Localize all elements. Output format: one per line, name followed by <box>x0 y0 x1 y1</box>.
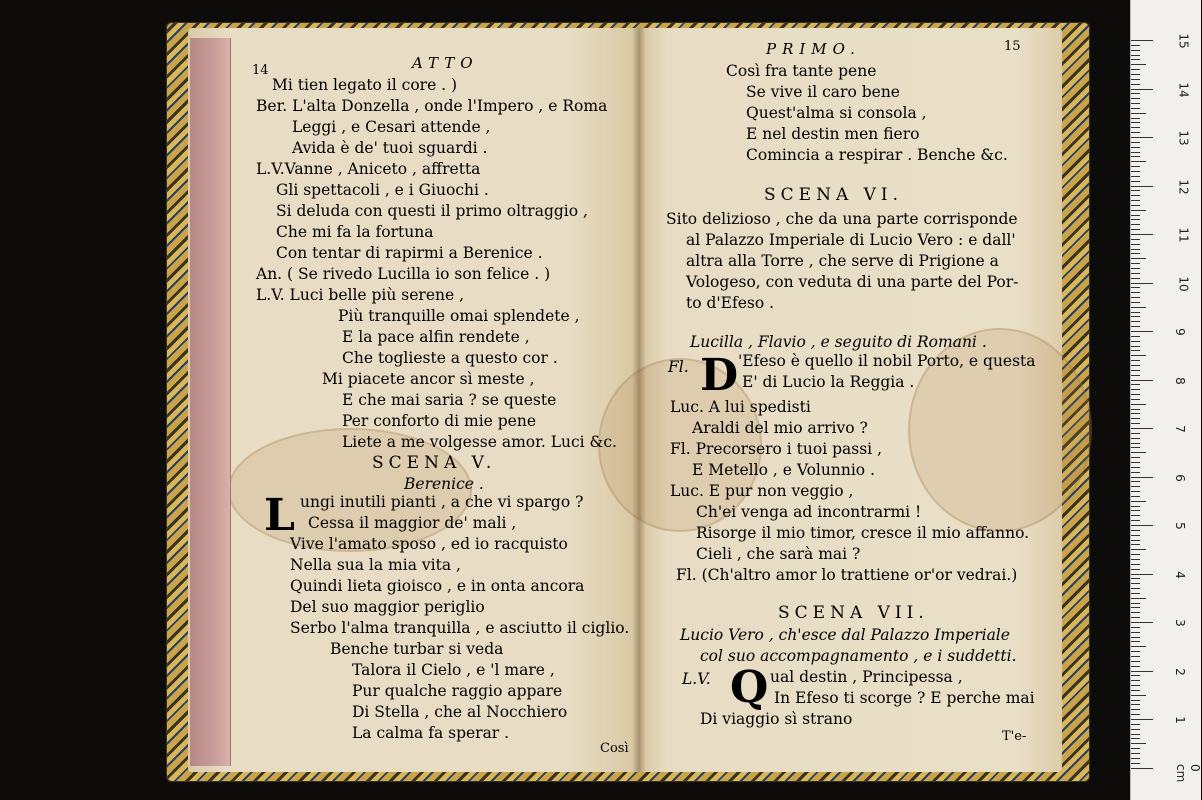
ruler-tick <box>1131 103 1140 104</box>
verse-line: Mi tien legato il core . ) <box>272 76 458 94</box>
ruler-tick <box>1131 462 1140 463</box>
ruler-tick <box>1131 89 1153 90</box>
ruler-tick <box>1131 249 1140 250</box>
verse-line: Cessa il maggior de' mali , <box>308 514 517 532</box>
scene-character: Berenice . <box>404 475 484 493</box>
ruler-tick <box>1131 472 1140 473</box>
ruler-tick <box>1131 496 1140 497</box>
ruler-tick <box>1131 263 1140 264</box>
verse-line: Comincia a respirar . Benche &c. <box>746 146 1008 164</box>
ruler-label: 4 <box>1172 570 1187 579</box>
ruler-tick <box>1131 122 1140 123</box>
ruler-tick <box>1131 234 1153 235</box>
ruler-tick <box>1131 219 1140 220</box>
ruler-tick <box>1131 98 1140 99</box>
ruler-tick <box>1131 763 1140 764</box>
verse-line: ungi inutili pianti , a che vi spargo ? <box>300 493 584 511</box>
ruler-tick <box>1131 646 1146 647</box>
ruler-tick <box>1131 316 1140 317</box>
ruler-tick <box>1131 278 1140 279</box>
ruler-tick <box>1131 525 1153 526</box>
verse-line: Cieli , che sarà mai ? <box>696 545 861 563</box>
ruler-tick <box>1131 45 1140 46</box>
ruler-label: 12 <box>1176 178 1191 195</box>
ruler-tick <box>1131 671 1153 672</box>
pink-flyleaf <box>190 38 231 766</box>
ruler-label: 6 <box>1172 473 1187 482</box>
verse-line: Pur qualche raggio appare <box>352 682 563 700</box>
ruler-tick <box>1131 622 1153 623</box>
verse-line: Serbo l'alma tranquilla , e asciutto il ciglio. <box>290 619 630 637</box>
ruler-tick <box>1131 142 1140 143</box>
ruler-tick <box>1131 127 1140 128</box>
ruler-tick <box>1131 695 1146 696</box>
ruler-tick <box>1131 409 1140 410</box>
ruler-tick <box>1131 617 1140 618</box>
ruler-tick <box>1131 651 1140 652</box>
ruler-label: 2 <box>1172 667 1187 676</box>
ruler-tick <box>1131 559 1140 560</box>
ruler-tick <box>1131 520 1140 521</box>
verse-line: Nella sua la mia vita , <box>290 556 461 574</box>
ruler-tick <box>1131 627 1140 628</box>
ruler-tick <box>1131 118 1140 119</box>
ruler-tick <box>1131 341 1140 342</box>
scene-description: al Palazzo Imperiale di Lucio Vero : e dall' <box>686 231 1016 249</box>
ruler-tick <box>1131 603 1140 604</box>
ruler-tick <box>1131 40 1153 41</box>
ruler-tick <box>1131 346 1140 347</box>
ruler-tick <box>1131 515 1140 516</box>
ruler-tick <box>1131 680 1140 681</box>
ruler-label: 0 cm <box>1174 763 1202 782</box>
ruler-tick <box>1131 607 1140 608</box>
ruler-tick <box>1131 632 1140 633</box>
ruler-tick <box>1131 302 1140 303</box>
ruler-tick <box>1131 355 1146 356</box>
ruler-tick <box>1131 544 1140 545</box>
verse-line: Vive l'amato sposo , ed io racquisto <box>290 535 568 553</box>
verse-line: Per conforto di mie pene <box>342 412 537 430</box>
verse-line: Liete a me volgesse amor. Luci &c. <box>342 433 617 451</box>
ruler-tick <box>1131 137 1153 138</box>
ruler-tick <box>1131 637 1140 638</box>
ruler-tick <box>1131 535 1140 536</box>
ruler-tick <box>1131 326 1140 327</box>
page-number-left: 14 <box>252 63 269 78</box>
ruler-tick <box>1131 399 1140 400</box>
ruler-tick <box>1131 283 1153 284</box>
verse-line: Risorge il mio timor, cresce il mio affanno. <box>696 524 1030 542</box>
ruler-tick <box>1131 186 1153 187</box>
ruler-label: 1 <box>1172 716 1187 724</box>
verse-line: Ch'ei venga ad incontrarmi ! <box>696 503 922 521</box>
ruler-tick <box>1131 258 1146 259</box>
ruler-tick <box>1131 486 1140 487</box>
ruler-tick <box>1131 69 1140 70</box>
ruler-tick <box>1131 195 1140 196</box>
ruler-tick <box>1131 224 1140 225</box>
running-head-right: PRIMO. <box>766 40 861 58</box>
ruler-tick <box>1131 704 1140 705</box>
ruler-tick <box>1131 729 1140 730</box>
verse-line: La calma fa sperar . <box>352 724 510 742</box>
ruler-tick <box>1131 574 1153 575</box>
verse-line: An. ( Se rivedo Lucilla io son felice . ) <box>256 265 551 283</box>
ruler-tick <box>1131 297 1140 298</box>
book-gutter <box>632 28 646 772</box>
ruler-tick <box>1131 457 1140 458</box>
ruler-tick <box>1131 467 1140 468</box>
ruler-tick <box>1131 108 1140 109</box>
ruler-tick <box>1131 132 1140 133</box>
ruler-tick <box>1131 307 1146 308</box>
ruler-tick <box>1131 200 1140 201</box>
verse-line: Ber. L'alta Donzella , onde l'Impero , e Roma <box>256 97 608 115</box>
ruler-tick <box>1131 438 1140 439</box>
ruler-tick <box>1131 598 1146 599</box>
ruler-tick <box>1131 452 1146 453</box>
ruler-tick <box>1131 190 1140 191</box>
ruler-tick <box>1131 210 1146 211</box>
ruler-tick <box>1131 428 1153 429</box>
ruler-tick <box>1131 166 1140 167</box>
ruler-tick <box>1131 714 1140 715</box>
ruler-tick <box>1131 564 1140 565</box>
scene-cast: Lucilla , Flavio , e seguito di Romani . <box>690 333 987 351</box>
ruler-tick <box>1131 181 1140 182</box>
ruler-tick <box>1131 321 1140 322</box>
ruler-tick <box>1131 253 1140 254</box>
verse-line: Quindi lieta gioisco , e in onta ancora <box>290 577 585 595</box>
speaker-label: L.V. <box>682 670 711 688</box>
ruler-tick <box>1131 743 1146 744</box>
verse-line: Fl. (Ch'altro amor lo trattiene or'or vedrai.) <box>676 566 1018 584</box>
verse-line: Che mi fa la fortuna <box>276 223 434 241</box>
ruler-tick <box>1131 59 1140 60</box>
ruler-label: 8 <box>1172 376 1187 385</box>
ruler-tick <box>1131 394 1140 395</box>
ruler-tick <box>1131 569 1140 570</box>
drop-cap: D <box>700 350 739 401</box>
verse-line: Così fra tante pene <box>726 62 877 80</box>
scene-title: SCENA VII. <box>778 603 929 623</box>
ruler-tick <box>1131 447 1140 448</box>
ruler-tick <box>1131 350 1140 351</box>
ruler-tick <box>1131 506 1140 507</box>
ruler-tick <box>1131 331 1153 332</box>
ruler-label: 9 <box>1172 328 1187 336</box>
verse-line: Di Stella , che al Nocchiero <box>352 703 568 721</box>
ruler-tick <box>1131 675 1140 676</box>
ruler-tick <box>1131 336 1140 337</box>
ruler-tick <box>1131 734 1140 735</box>
verse-line: Più tranquille omai splendete , <box>338 307 580 325</box>
ruler-tick <box>1131 690 1140 691</box>
page-number-right: 15 <box>1004 39 1021 54</box>
ruler-tick <box>1131 292 1140 293</box>
ruler-tick <box>1131 113 1146 114</box>
verse-line: ual destin , Principessa , <box>770 668 963 686</box>
ruler-tick <box>1131 370 1140 371</box>
verse-line: Che toglieste a questo cor . <box>342 349 558 367</box>
verse-line: Del suo maggior periglio <box>290 598 485 616</box>
ruler-label: 11 <box>1176 227 1191 243</box>
ruler-label: 15 <box>1176 33 1191 49</box>
verse-line: Luc. E pur non veggio , <box>670 482 854 500</box>
ruler-tick <box>1131 768 1153 769</box>
drop-cap: L <box>264 490 295 541</box>
ruler-tick <box>1131 79 1140 80</box>
scene-description: Lucio Vero , ch'esce dal Palazzo Imperiale <box>680 626 1010 644</box>
ruler-tick <box>1131 380 1153 381</box>
verse-line: E che mai saria ? se queste <box>342 391 557 409</box>
ruler-tick <box>1131 171 1140 172</box>
ruler-tick <box>1131 365 1140 366</box>
drop-cap: Q <box>730 662 769 713</box>
ruler-tick <box>1131 74 1140 75</box>
verse-line: Gli spettacoli , e i Giuochi . <box>276 181 489 199</box>
ruler-tick <box>1131 176 1140 177</box>
ruler-tick <box>1131 666 1140 667</box>
ruler-tick <box>1131 593 1140 594</box>
ruler-tick <box>1131 161 1146 162</box>
ruler-label: 7 <box>1172 425 1187 433</box>
ruler-tick <box>1131 84 1140 85</box>
scene-description: Vologeso, con veduta di una parte del Por- <box>686 273 1019 291</box>
ruler-tick <box>1131 656 1140 657</box>
ruler-tick <box>1131 709 1140 710</box>
verse-line: E' di Lucio la Reggia . <box>742 373 915 391</box>
ruler-tick <box>1131 477 1153 478</box>
verse-line: Luc. A lui spedisti <box>670 398 811 416</box>
scene-title: SCENA VI. <box>764 185 904 205</box>
ruler-tick <box>1131 433 1140 434</box>
ruler-tick <box>1131 50 1140 51</box>
ruler-label: 10 <box>1176 275 1191 292</box>
verse-line: Leggi , e Cesari attende , <box>292 118 491 136</box>
verse-line: L.V.Vanne , Aniceto , affretta <box>256 160 481 178</box>
ruler-tick <box>1131 738 1140 739</box>
ruler-tick <box>1131 501 1146 502</box>
verse-line: Con tentar di rapirmi a Berenice . <box>276 244 543 262</box>
ruler-tick <box>1131 64 1146 65</box>
ruler-tick <box>1131 268 1140 269</box>
ruler-tick <box>1131 287 1140 288</box>
scene-description: col suo accompagnamento , e i suddetti. <box>700 647 1017 665</box>
verse-line: E la pace alfin rendete , <box>342 328 530 346</box>
ruler-tick <box>1131 55 1140 56</box>
verse-line: Benche turbar si veda <box>330 640 504 658</box>
ruler-tick <box>1131 748 1140 749</box>
ruler-tick <box>1131 578 1140 579</box>
verse-line: Araldi del mio arrivo ? <box>692 419 868 437</box>
ruler-tick <box>1131 215 1140 216</box>
ruler-tick <box>1131 360 1140 361</box>
ruler-tick <box>1131 413 1140 414</box>
scene-description: to d'Efeso . <box>686 294 775 312</box>
ruler-tick <box>1131 554 1140 555</box>
catchword-right: T'e- <box>1002 729 1027 744</box>
ruler-tick <box>1131 239 1140 240</box>
ruler-tick <box>1131 685 1140 686</box>
verse-line: In Efeso ti scorge ? E perche mai <box>774 689 1035 707</box>
ruler-tick <box>1131 588 1140 589</box>
verse-line: Di viaggio sì strano <box>700 710 853 728</box>
verse-line: Avida è de' tuoi sguardi . <box>292 139 488 157</box>
ruler-tick <box>1131 384 1140 385</box>
ruler-tick <box>1131 758 1140 759</box>
verse-line: E nel destin men fiero <box>746 125 920 143</box>
ruler-tick <box>1131 612 1140 613</box>
ruler-tick <box>1131 229 1140 230</box>
ruler-tick <box>1131 205 1140 206</box>
scene-description: altra alla Torre , che serve di Prigione a <box>686 252 999 270</box>
ruler-label: 13 <box>1176 130 1191 146</box>
speaker-label: Fl. <box>668 358 689 376</box>
verse-line: Si deluda con questi il primo oltraggio , <box>276 202 588 220</box>
running-head-left: ATTO <box>412 54 479 72</box>
verse-line: Quest'alma si consola , <box>746 104 927 122</box>
ruler-tick <box>1131 389 1140 390</box>
verse-line: E Metello , e Volunnio . <box>692 461 875 479</box>
ruler-label: 14 <box>1176 81 1191 98</box>
ruler-tick <box>1131 753 1140 754</box>
ruler-tick <box>1131 423 1140 424</box>
ruler-tick <box>1131 491 1140 492</box>
ruler-tick <box>1131 312 1140 313</box>
ruler-tick <box>1131 549 1146 550</box>
measuring-ruler <box>1130 0 1201 800</box>
catchword-left: Così <box>600 741 629 756</box>
verse-line: L.V. Luci belle più serene , <box>256 286 465 304</box>
ruler-label: 5 <box>1172 522 1187 530</box>
ruler-tick <box>1131 273 1140 274</box>
ruler-tick <box>1131 540 1140 541</box>
ruler-tick <box>1131 661 1140 662</box>
ruler-tick <box>1131 724 1140 725</box>
ruler-tick <box>1131 443 1140 444</box>
ruler-tick <box>1131 719 1153 720</box>
ruler-tick <box>1131 147 1140 148</box>
scene-description: Sito delizioso , che da una parte corrisponde <box>666 210 1018 228</box>
ruler-tick <box>1131 93 1140 94</box>
ruler-tick <box>1131 510 1140 511</box>
verse-line: Mi piacete ancor sì meste , <box>322 370 535 388</box>
ruler-tick <box>1131 375 1140 376</box>
ruler-tick <box>1131 530 1140 531</box>
ruler-tick <box>1131 152 1140 153</box>
verse-line: Talora il Cielo , e 'l mare , <box>352 661 555 679</box>
verse-line: 'Efeso è quello il nobil Porto, e questa <box>738 352 1036 370</box>
ruler-tick <box>1131 418 1140 419</box>
ruler-tick <box>1131 641 1140 642</box>
verse-line: Fl. Precorsero i tuoi passi , <box>670 440 882 458</box>
ruler-tick <box>1131 583 1140 584</box>
ruler-tick <box>1131 156 1140 157</box>
ruler-tick <box>1131 481 1140 482</box>
ruler-tick <box>1131 700 1140 701</box>
scene-title: SCENA V. <box>372 453 497 473</box>
ruler-tick <box>1131 244 1140 245</box>
ruler-label: 3 <box>1172 619 1187 627</box>
verse-line: Se vive il caro bene <box>746 83 900 101</box>
ruler-tick <box>1131 404 1146 405</box>
